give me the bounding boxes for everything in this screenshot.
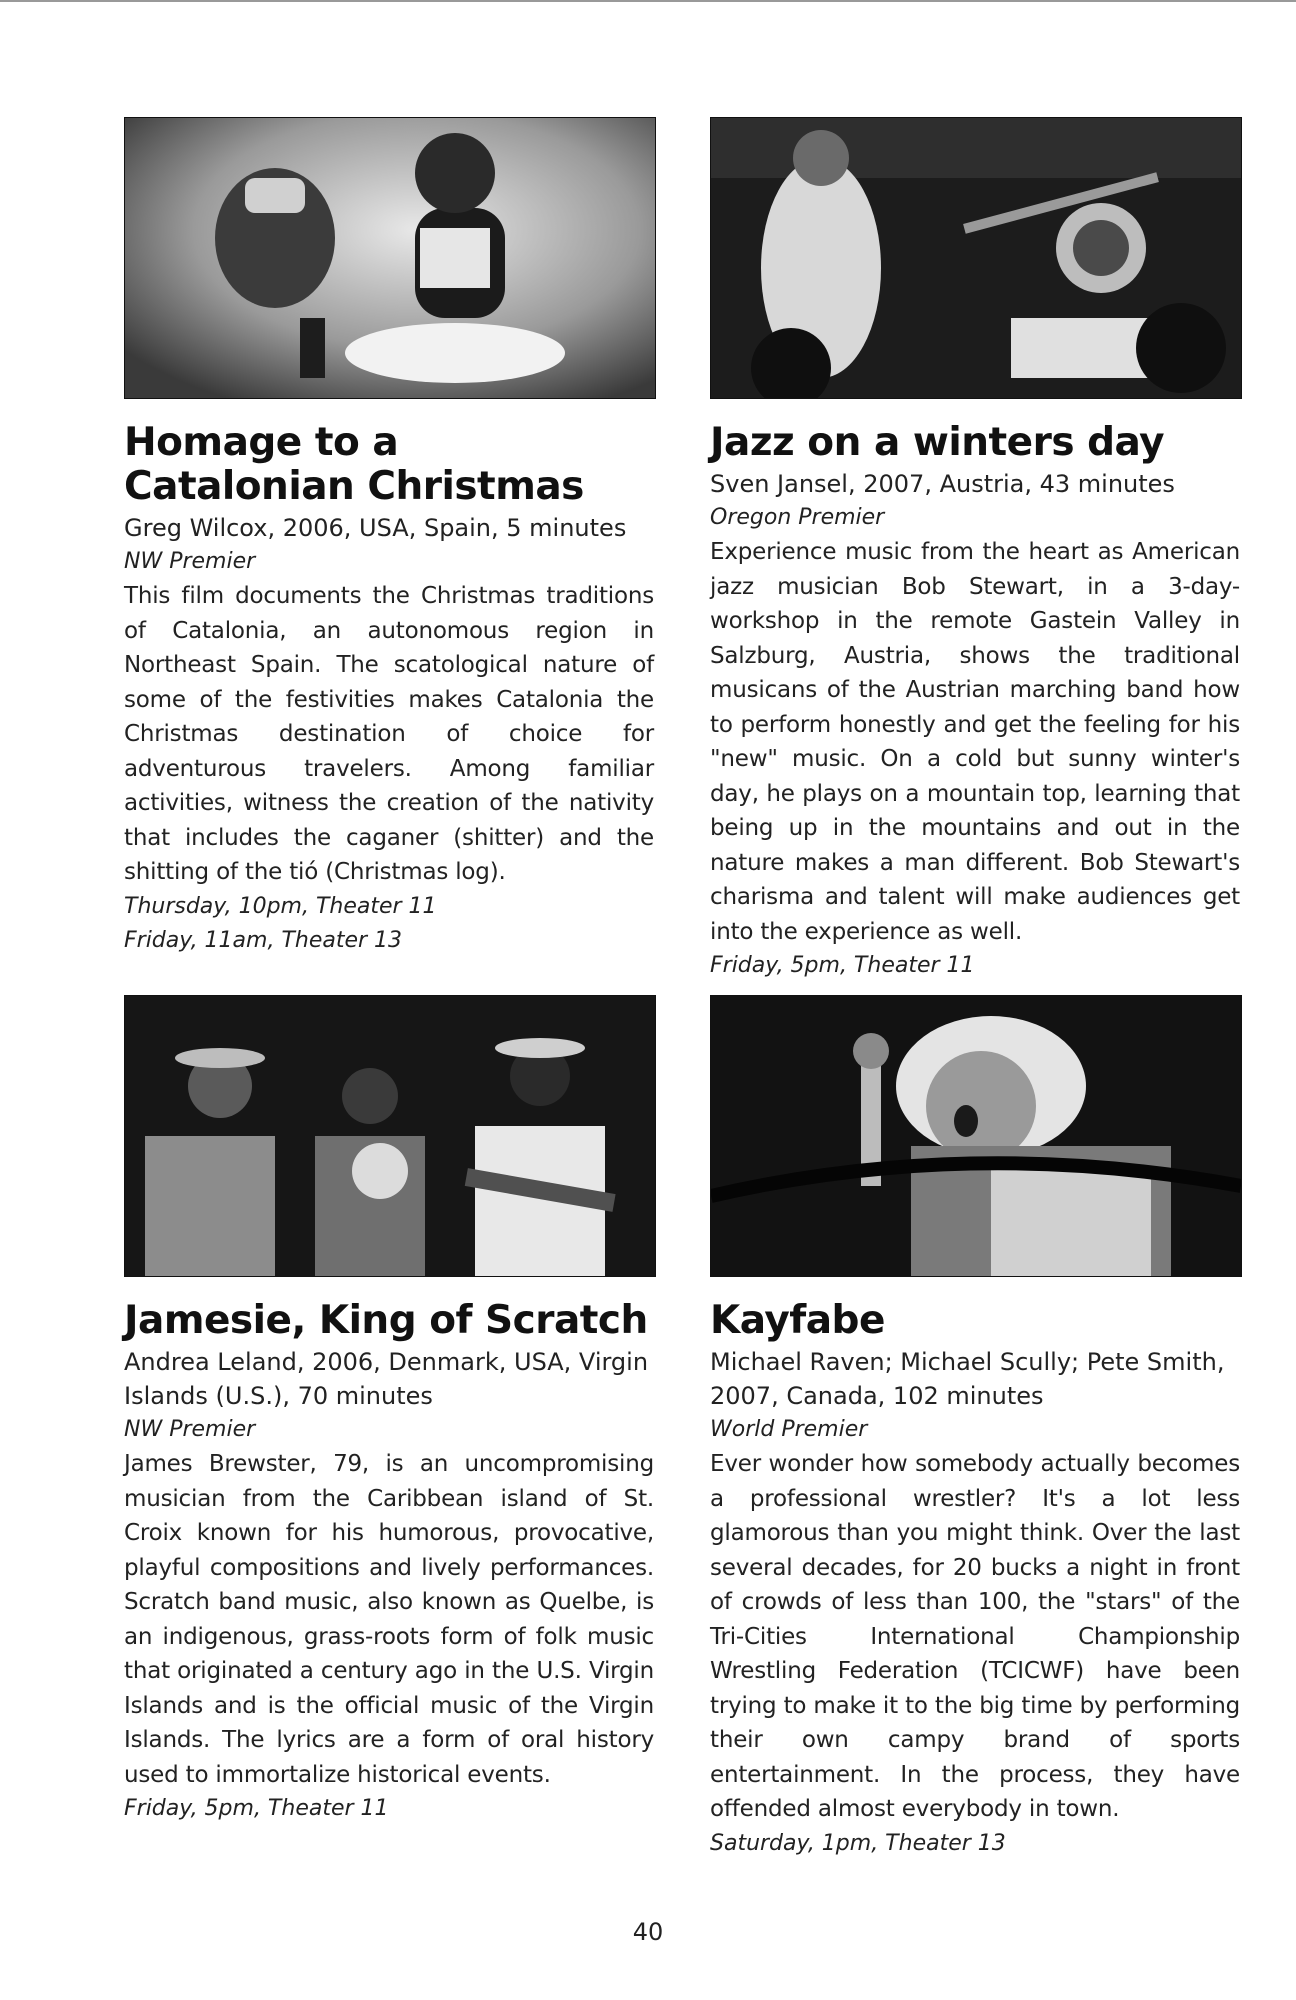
premiere-label: NW Premier [124,1417,256,1442]
screening-time: Saturday, 1pm, Theater 13 [710,1830,1006,1856]
film-entry-homage [124,117,654,958]
film-still-jazz [710,117,1242,399]
film-title-homage [124,421,654,509]
page-number: 40 [632,1918,664,1946]
film-still-homage [124,117,656,399]
film-title-jamesie [124,1299,654,1343]
screening-time: Friday, 5pm, Theater 11 [124,1796,389,1821]
film-title-line-2: Catalonian Christmas [124,464,584,509]
screening-time: Friday, 11am, Theater 13 [124,927,403,953]
film-credits: Andrea Leland, 2006, Denmark, USA, Virgin Islands (U.S.), 70 minutes [124,1348,649,1410]
film-credits: Sven Jansel, 2007, Austria, 43 minutes [710,470,1175,498]
film-title-kayfabe [710,1299,1240,1343]
film-still-jamesie [124,995,656,1277]
premiere-label: NW Premier [124,549,256,574]
film-title-line-1: Jamesie, King of Scratch [124,1298,648,1343]
screening-time: Thursday, 10pm, Theater 11 [124,893,437,919]
film-description: This film documents the Christmas traditions of Catalonia, an autonomous region in Northeast Spain. The scatological nature of some of the festivities makes Catalonia the Christmas destination of choice for adventurous travelers. Among familiar activities, witness the creation of the nativity that includes the caganer (shitter) and the shitting of the tió (Christmas log). [124,583,654,885]
film-description: Ever wonder how somebody actually becomes a professional wrestler? It's a lot less glamorous than you might think. Over the last several decades, for 20 bucks a night in front of crowds of less than 100, the "stars" of the Tri-Cities International Championship Wrestling Federation (TCICWF) have been trying to make it to the big time by performing their own campy brand of sports entertainment. In the process, they have offended almost everybody in town. [710,1451,1240,1822]
screening-time: Friday, 5pm, Theater 11 [710,953,975,978]
film-title-line-1: Jazz on a winters day [710,420,1165,465]
film-entry-jazz [710,117,1240,983]
film-still-kayfabe [710,995,1242,1277]
film-credits: Michael Raven; Michael Scully; Pete Smith, 2007, Canada, 102 minutes [710,1348,1225,1410]
premiere-label: World Premier [710,1417,868,1442]
top-rule [0,0,1296,2]
film-description: Experience music from the heart as American jazz musician Bob Stewart, in a 3-day-workshop in the remote Gastein Valley in Salzburg, Austria, shows the traditional musicans of the Austrian marching band how to perform honestly and get the feeling for his "new" music. On a cold but sunny winter's day, he plays on a mountain top, learning that being up in the mountains and out in the nature makes a man different. Bob Stewart's charisma and talent will make audiences get into the experience as well. [710,539,1240,945]
film-title-line-1: Homage to a [124,420,399,465]
premiere-label: Oregon Premier [710,505,885,530]
film-entry-jamesie [124,995,654,1826]
film-credits: Greg Wilcox, 2006, USA, Spain, 5 minutes [124,514,627,542]
film-title-jazz [710,421,1240,465]
film-entry-kayfabe [710,995,1240,1861]
film-description: James Brewster, 79, is an uncompromising musician from the Caribbean island of St. Croix known for his humorous, provocative, playful compositions and lively performances. Scratch band music, also known as Quelbe, is an indigenous, grass-roots form of folk music that originated a century ago in the U.S. Virgin Islands and is the official music of the Virgin Islands. The lyrics are a form of oral history used to immortalize historical events. [124,1451,654,1788]
film-title-line-1: Kayfabe [710,1298,885,1343]
